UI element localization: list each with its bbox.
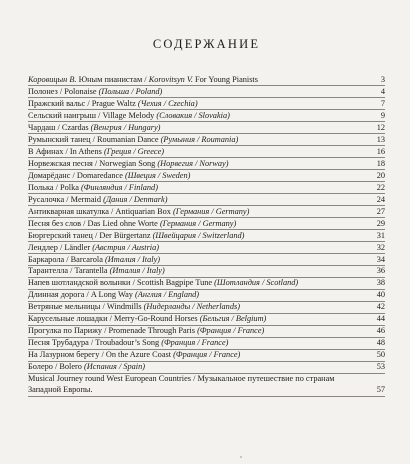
- toc-page-number: 50: [376, 350, 385, 360]
- toc-page-number: 24: [376, 194, 385, 204]
- toc-page-number: 57: [376, 385, 385, 395]
- toc-entry: [28, 170, 385, 181]
- toc-page-number: 31: [376, 230, 385, 240]
- page-mark-dot: [240, 456, 242, 458]
- toc-entry-title: Русалочка / Mermaid (Дания / Denmark): [28, 194, 168, 204]
- toc-entry: [28, 337, 385, 348]
- toc-entry: [28, 218, 385, 229]
- toc-page-number: 46: [376, 326, 385, 336]
- toc-entry-title: Болеро / Bolero (Испания / Spain): [28, 362, 146, 372]
- toc-entry: [28, 194, 385, 205]
- toc-page-number: 3: [380, 74, 385, 84]
- toc-page-number: 48: [376, 338, 385, 348]
- toc-entry: [28, 230, 385, 241]
- toc-entry-title: Пражский вальс / Prague Waltz (Чехия / Czechia): [28, 98, 198, 108]
- toc-entry-title: Полонез / Polonaise (Польша / Poland): [28, 86, 163, 96]
- toc-entry-title: Бюргерский танец / Der Bürgertanz (Швейцария / Switzerland): [28, 230, 245, 240]
- toc-page-number: 36: [376, 266, 385, 276]
- toc-entry: [28, 349, 385, 360]
- toc-page-number: 13: [376, 134, 385, 144]
- toc-page-number: 9: [380, 110, 385, 120]
- toc-entry-title: Карусельные лошадки / Merry-Go-Round Horses (Бельгия / Belgium): [28, 314, 267, 324]
- toc-page-number: 20: [376, 170, 385, 180]
- toc-page-number: 27: [376, 206, 385, 216]
- toc-page-number: 16: [376, 146, 385, 156]
- toc-entry: [28, 98, 385, 109]
- toc-page-number: 44: [376, 314, 385, 324]
- toc-page-number: 38: [376, 278, 385, 288]
- toc-entry: [28, 86, 385, 97]
- toc-entry-title: Песня Трубадура / Troubadour’s Song (Франция / France): [28, 338, 229, 348]
- toc-page-number: 12: [376, 122, 385, 132]
- toc-entry-title: Норвежская песня / Norwegian Song (Норвегия / Norway): [28, 158, 229, 168]
- toc-entry: [28, 313, 385, 324]
- toc-entry-title: Антикварная шкатулка / Antiquarian Box (Германия / Germany): [28, 206, 250, 216]
- toc-entry-title: Коровицын В. Юным пианистам / Korovitsyn V. For Young Pianists: [28, 74, 258, 84]
- toc-entry: [28, 301, 385, 312]
- toc-entry: [28, 289, 385, 300]
- toc-entry-title: Тарантелла / Tarantella (Италия / Italy): [28, 266, 165, 276]
- toc-entry-title: На Лазурном берегу / On the Azure Coast (Франция / France): [28, 350, 241, 360]
- row-divider: [28, 396, 385, 397]
- toc-entry: [28, 182, 385, 193]
- toc-entry-title: Чардаш / Czardas (Венгрия / Hungary): [28, 122, 161, 132]
- toc-entry-title: Песня без слов / Das Lied ohne Worte (Германия / Germany): [28, 218, 237, 228]
- toc-page-number: 40: [376, 290, 385, 300]
- page-title: СОДЕРЖАНИЕ: [152, 37, 261, 51]
- toc-entry-title: В Афинах / In Athens (Греция / Greece): [28, 146, 165, 156]
- toc-entry: [28, 146, 385, 157]
- toc-entry-title: Musical Journey round West European Countries / Музыкальное путешествие по странам Западной Европы.: [28, 374, 335, 395]
- toc-page-number: 32: [376, 242, 385, 252]
- toc-entry: [28, 266, 385, 277]
- toc-page-number: 42: [376, 302, 385, 312]
- toc-entry: [28, 277, 385, 288]
- toc-entry: [28, 373, 385, 395]
- toc-entry: [28, 254, 385, 265]
- toc-page-number: 53: [376, 362, 385, 372]
- toc-entry: [28, 134, 385, 145]
- toc-entry-title: Лендлер / Ländler (Австрия / Austria): [28, 242, 160, 252]
- toc-entry: [28, 110, 385, 121]
- toc-page-number: 29: [376, 218, 385, 228]
- toc-entry: [28, 361, 385, 372]
- toc-entry: [28, 158, 385, 169]
- toc-entry-title: Баркарола / Barcarola (Италия / Italy): [28, 254, 161, 264]
- toc-entry-title: Прогулка по Парижу / Promenade Through Paris (Франция / France): [28, 326, 265, 336]
- toc-entry: [28, 74, 385, 85]
- table-of-contents: [28, 74, 385, 396]
- toc-entry: [28, 122, 385, 133]
- toc-entry-title: Румынский танец / Roumanian Dance (Румыния / Roumania): [28, 134, 239, 144]
- toc-page-number: 7: [380, 98, 385, 108]
- toc-entry: [28, 206, 385, 217]
- toc-entry: [28, 325, 385, 336]
- toc-page-number: 34: [376, 254, 385, 264]
- toc-entry-title: Ветряные мельницы / Windmills (Нидерланды / Netherlands): [28, 302, 240, 312]
- toc-entry-title: Напев шотландской волынки / Scottish Bagpipe Tune (Шотландия / Scotland): [28, 278, 299, 288]
- toc-entry-title: Домарёданс / Domaredance (Швеция / Sweden): [28, 170, 191, 180]
- toc-entry-title: Полька / Polka (Финляндия / Finland): [28, 182, 158, 192]
- toc-entry: [28, 242, 385, 253]
- toc-entry-title: Сельский наигрыш / Village Melody (Словакия / Slovakia): [28, 110, 230, 120]
- toc-page-number: 4: [380, 86, 385, 96]
- toc-entry-title: Длинная дорога / A Long Way (Англия / England): [28, 290, 200, 300]
- toc-page-number: 18: [376, 158, 385, 168]
- toc-page-number: 22: [376, 182, 385, 192]
